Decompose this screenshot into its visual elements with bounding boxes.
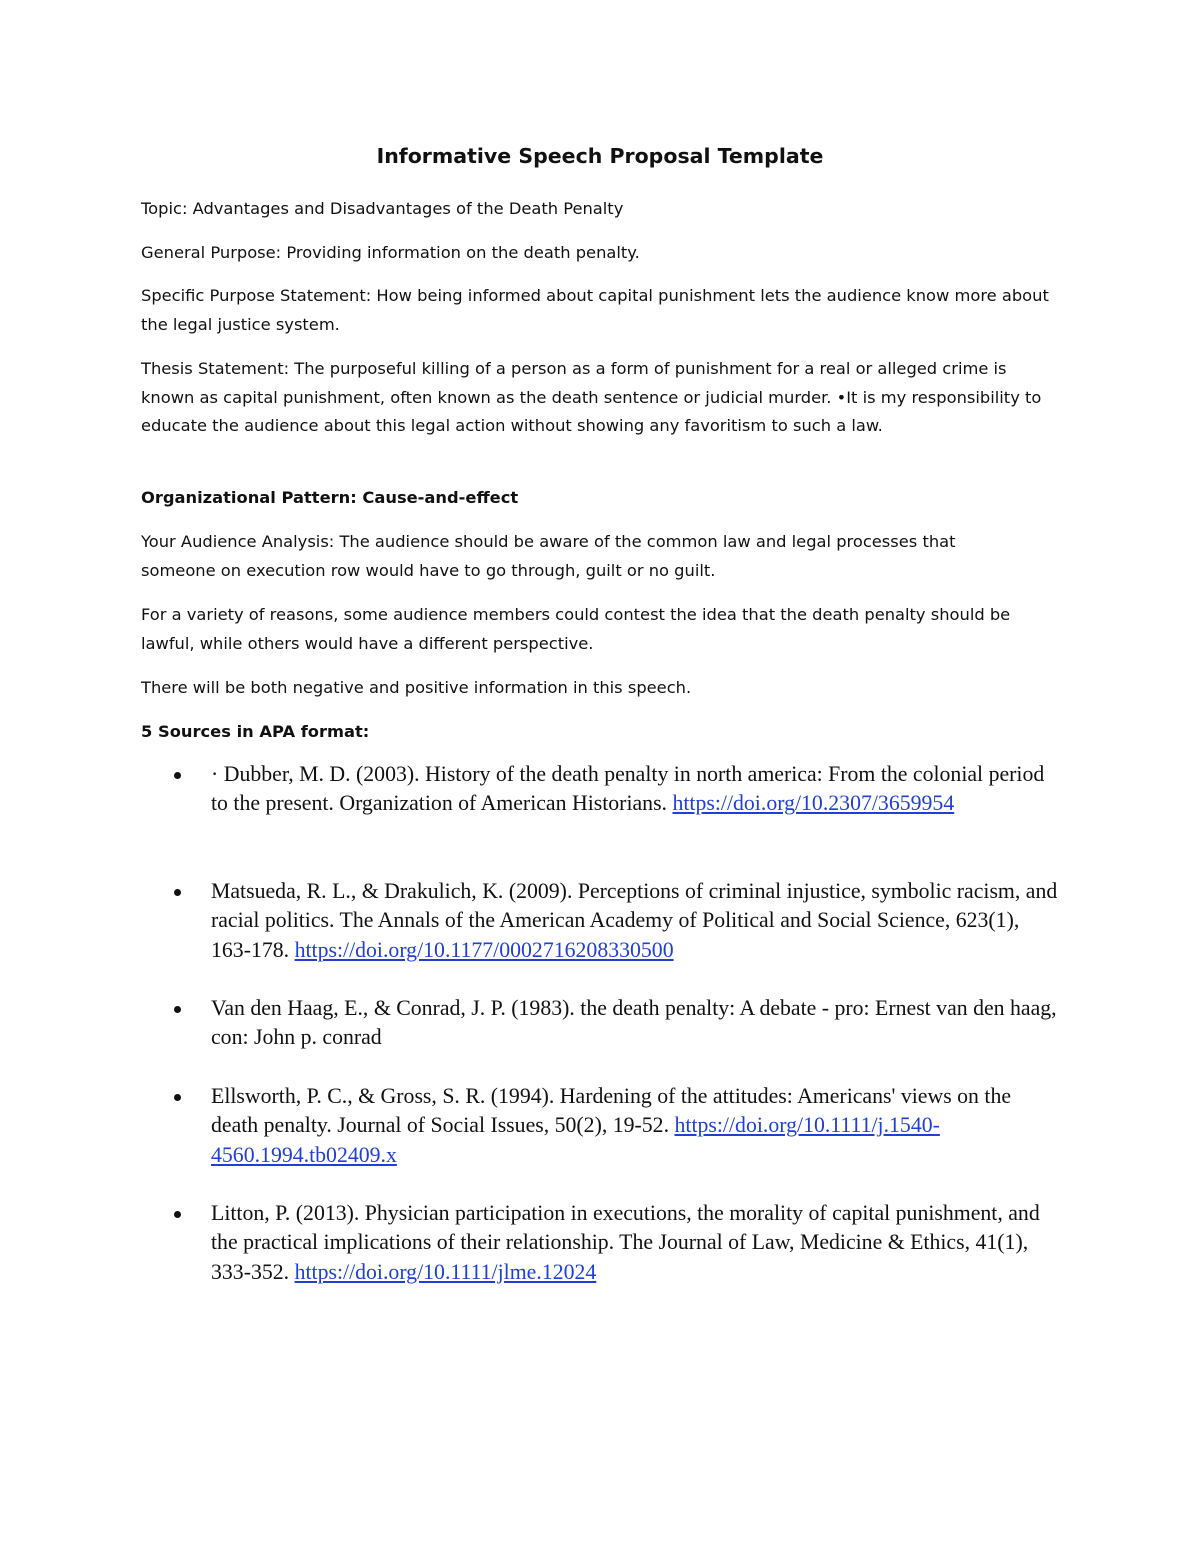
audience-analysis-paragraph [141, 528, 1021, 585]
source-item-1 [211, 760, 1061, 819]
source-item-2 [211, 877, 1061, 965]
general-purpose-label: General Purpose: [141, 243, 282, 262]
organizational-pattern-paragraph [141, 484, 1071, 513]
thesis-label: Thesis Statement: [141, 359, 290, 378]
source-item-4 [211, 1082, 1061, 1170]
bullet-icon [171, 1003, 185, 1017]
document-title: Informative Speech Proposal Template [376, 144, 824, 168]
organizational-pattern-value: Cause-and-effect [356, 488, 519, 507]
source-item-3 [211, 994, 1061, 1053]
topic-value: Advantages and Disadvantages of the Death Penalty [187, 199, 624, 218]
general-purpose-paragraph [141, 239, 1071, 268]
organizational-pattern-label: Organizational Pattern: [141, 488, 357, 507]
info-paragraph: There will be both negative and positive information in this speech. [141, 678, 692, 697]
source-link[interactable]: https://doi.org/10.1111/jlme.12024 [294, 1259, 597, 1284]
source-link[interactable]: https://doi.org/10.2307/3659954 [672, 791, 955, 816]
bullet-icon [171, 1091, 185, 1105]
sources-heading [141, 718, 1071, 747]
source-link[interactable]: https://doi.org/10.1111/j.1540-4560.1994.tb02409.x [211, 1113, 940, 1167]
bullet-icon [171, 1208, 185, 1222]
specific-purpose-value: How being informed about capital punishment lets the audience know more about the legal justice system. [141, 286, 1049, 334]
sources-heading-label: 5 Sources in APA format: [141, 722, 370, 741]
source-text: Van den Haag, E., & Conrad, J. P. (1983). the death penalty: A debate - pro: Ernest van den haag, con: John p. conrad [211, 996, 1057, 1050]
topic-label: Topic: [141, 199, 188, 218]
source-text: Matsueda, R. L., & Drakulich, K. (2009). Perceptions of criminal injustice, symbolic racism, and racial politics. The Annals of the American Academy of Political and Social Science, 623(1), 163-178. [211, 879, 1058, 962]
source-text: Ellsworth, P. C., & Gross, S. R. (1994). Hardening of the attitudes: Americans' views on the death penalty. Journal of Social Issues, 50(2), 19-52. [211, 1084, 1012, 1138]
audience-analysis-value: The audience should be aware of the common law and legal processes that someone on execution row would have to go through, guilt or no guilt. [141, 532, 956, 580]
thesis-paragraph [141, 355, 1046, 441]
audience-analysis-label: Your Audience Analysis: [141, 532, 335, 551]
source-text: · Dubber, M. D. (2003). History of the death penalty in north america: From the colonial period to the present. Organization of American Historians. [211, 762, 1045, 816]
source-item-5 [211, 1199, 1061, 1287]
general-purpose-value: Providing information on the death penalty. [281, 243, 640, 262]
thesis-value: The purposeful killing of a person as a form of punishment for a real or alleged crime is known as capital punishment, often known as the death sentence or judicial murder. •It is my responsibility to educate the audience about this legal action without showing any favoritism to such a law. [141, 359, 1042, 435]
bullet-icon [171, 769, 185, 783]
source-text: Litton, P. (2013). Physician participation in executions, the morality of capital punishment, and the practical implications of their relationship. The Journal of Law, Medicine & Ethics, 41(1), 333-352. [211, 1201, 1040, 1284]
bullet-icon [171, 886, 185, 900]
variety-paragraph: For a variety of reasons, some audience members could contest the idea that the death penalty should be lawful, while others would have a different perspective. [141, 605, 1011, 653]
specific-purpose-label: Specific Purpose Statement: [141, 286, 372, 305]
topic-paragraph [141, 195, 1071, 224]
specific-purpose-paragraph [141, 282, 1071, 339]
source-link[interactable]: https://doi.org/10.1177/0002716208330500 [294, 937, 674, 962]
